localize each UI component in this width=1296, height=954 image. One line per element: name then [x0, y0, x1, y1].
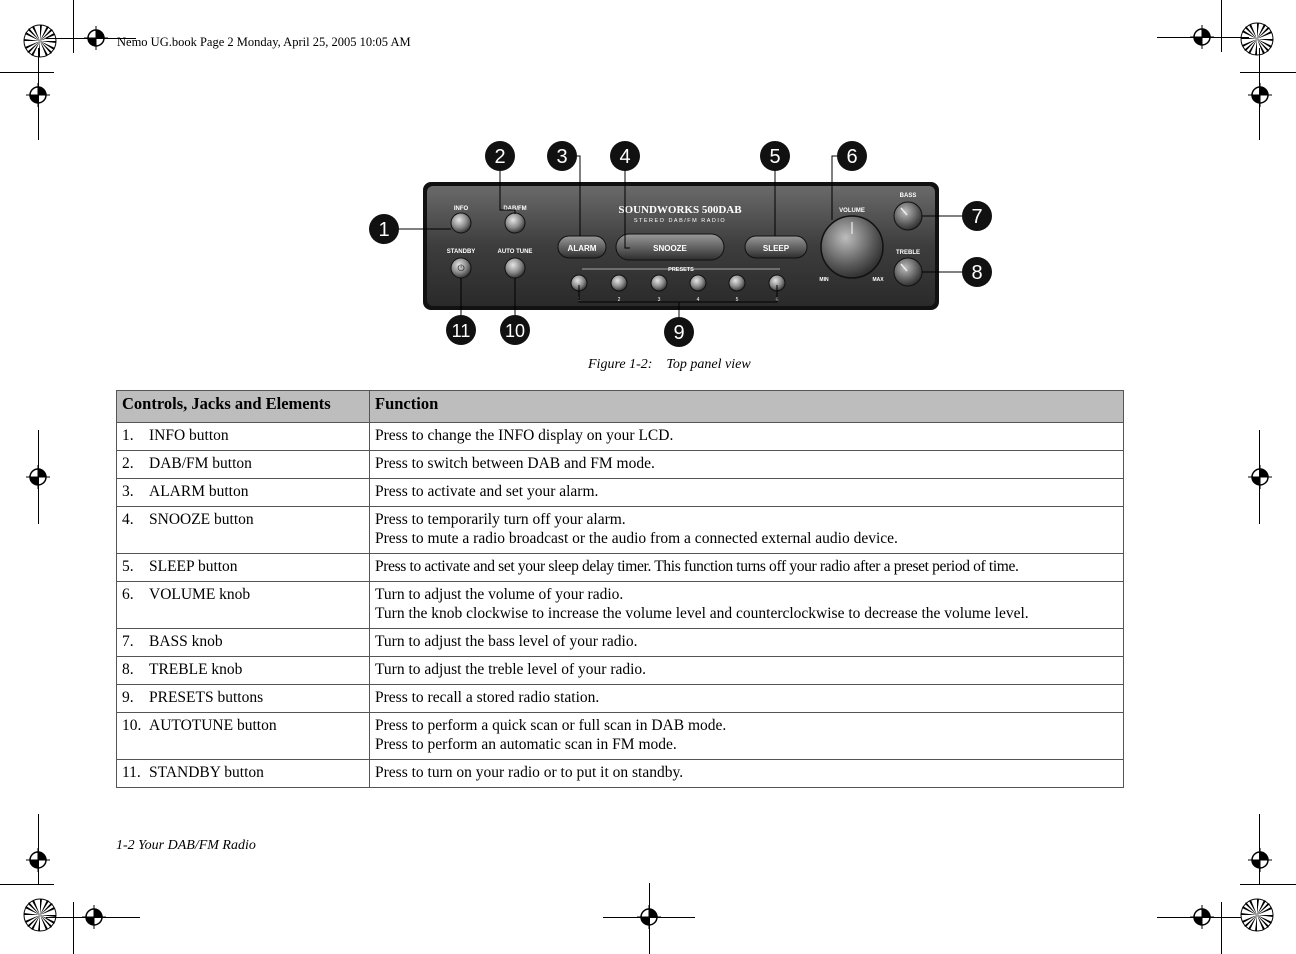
max-label: MAX: [872, 277, 884, 283]
control-cell: [117, 657, 370, 685]
row-number: 4.: [122, 511, 134, 528]
registration-target-icon: [1248, 848, 1272, 872]
function-text: Press to perform a quick scan or full scan in DAB mode.: [375, 717, 727, 734]
column-header-controls: Controls, Jacks and Elements: [117, 391, 370, 423]
control-cell: [117, 554, 370, 582]
column-header-function: Function: [370, 391, 1124, 423]
callout-number: 11: [451, 321, 471, 341]
autotune-label: AUTO TUNE: [497, 249, 533, 255]
function-text: Press to turn on your radio or to put it on standby.: [375, 764, 684, 781]
callout-number: 8: [971, 262, 983, 284]
treble-knob: [894, 258, 922, 286]
control-cell: [117, 507, 370, 554]
function-text: Press to perform an automatic scan in FM mode.: [375, 736, 677, 753]
function-text: Press to activate and set your sleep delay timer. This function turns off your radio after a preset period of time.: [375, 558, 1019, 575]
callout-number: 5: [769, 146, 781, 168]
row-number: 10.: [122, 717, 142, 734]
table-row: [117, 451, 1124, 479]
registration-target-icon: [1248, 83, 1272, 107]
preset-number-label: 5: [735, 297, 739, 303]
row-number: 2.: [122, 455, 134, 472]
bass-label: BASS: [899, 193, 917, 199]
control-name: STANDBY button: [149, 764, 264, 781]
function-cell: [370, 479, 1124, 507]
registration-target-icon: [1248, 465, 1272, 489]
table-row: [117, 657, 1124, 685]
function-text: Press to change the INFO display on your LCD.: [375, 427, 674, 444]
control-name: INFO button: [149, 427, 229, 444]
registration-star-icon: [23, 24, 57, 58]
figure-number: Figure 1-2:: [588, 357, 653, 372]
row-number: 9.: [122, 689, 134, 706]
preset-button-5: [729, 275, 745, 291]
table-row: [117, 760, 1124, 788]
table-row: [117, 479, 1124, 507]
control-cell: [117, 713, 370, 760]
table-row: [117, 629, 1124, 657]
control-name: VOLUME knob: [149, 586, 251, 603]
function-cell: [370, 554, 1124, 582]
radio-top-panel-illustration: [360, 130, 1000, 360]
control-name: SNOOZE button: [149, 511, 254, 528]
dabfm-label: DAB/FM: [503, 206, 527, 212]
control-cell: [117, 629, 370, 657]
page-footer: 1-2 Your DAB/FM Radio: [116, 838, 256, 853]
row-number: 6.: [122, 586, 134, 603]
callout-number: 7: [971, 206, 983, 228]
dabfm-button: [505, 213, 525, 233]
callout-number: 1: [378, 219, 390, 241]
control-cell: [117, 685, 370, 713]
table-row: [117, 685, 1124, 713]
callout-number: 4: [619, 146, 631, 168]
function-cell: [370, 760, 1124, 788]
function-text: Turn to adjust the treble level of your radio.: [375, 661, 647, 678]
preset-button-3: [651, 275, 667, 291]
table-row: [117, 554, 1124, 582]
row-number: 8.: [122, 661, 134, 678]
control-cell: [117, 423, 370, 451]
presets-label: PRESETS: [668, 267, 694, 273]
snooze-label: SNOOZE: [653, 244, 687, 253]
control-name: PRESETS buttons: [149, 689, 264, 706]
function-text: Turn to adjust the volume of your radio.: [375, 586, 624, 603]
control-cell: [117, 582, 370, 629]
function-text: Turn to adjust the bass level of your radio.: [375, 633, 638, 650]
row-number: 7.: [122, 633, 134, 650]
function-cell: [370, 685, 1124, 713]
control-cell: [117, 451, 370, 479]
callout-number: 9: [673, 322, 685, 344]
control-cell: [117, 479, 370, 507]
control-name: BASS knob: [149, 633, 223, 650]
power-icon: ⏻: [457, 264, 465, 274]
preset-button-2: [611, 275, 627, 291]
row-number: 1.: [122, 427, 134, 444]
info-label: INFO: [453, 206, 469, 212]
table-row: [117, 713, 1124, 760]
callout-number: 6: [846, 146, 858, 168]
control-name: DAB/FM button: [149, 455, 252, 472]
function-text: Press to recall a stored radio station.: [375, 689, 600, 706]
callout-number: 3: [556, 146, 568, 168]
row-number: 3.: [122, 483, 134, 500]
brand-logo: SOUNDWORKS 500DAB: [618, 204, 742, 216]
function-cell: [370, 507, 1124, 554]
function-text: Press to mute a radio broadcast or the audio from a connected external audio device.: [375, 530, 898, 547]
control-name: ALARM button: [149, 483, 249, 500]
callout-number: 2: [494, 146, 506, 168]
control-name: TREBLE knob: [149, 661, 243, 678]
row-number: 11.: [122, 764, 141, 781]
control-name: AUTOTUNE button: [149, 717, 277, 734]
controls-table: [116, 390, 1124, 788]
min-label: MIN: [819, 277, 829, 283]
treble-label: TREBLE: [896, 250, 920, 256]
registration-star-icon: [23, 898, 57, 932]
table-row: [117, 507, 1124, 554]
function-text: Press to temporarily turn off your alarm.: [375, 511, 626, 528]
control-cell: [117, 760, 370, 788]
preset-button-4: [690, 275, 706, 291]
preset-number-label: 3: [657, 297, 661, 303]
brand-subtitle: STEREO DAB/FM RADIO: [633, 218, 727, 224]
function-text: Turn the knob clockwise to increase the volume level and counterclockwise to decrease the volume level.: [375, 605, 1029, 622]
function-cell: [370, 451, 1124, 479]
registration-star-icon: [1240, 898, 1274, 932]
function-cell: [370, 713, 1124, 760]
table-row: [117, 423, 1124, 451]
sleep-label: SLEEP: [762, 244, 790, 253]
function-cell: [370, 582, 1124, 629]
standby-label: STANDBY: [446, 249, 476, 255]
function-cell: [370, 423, 1124, 451]
preset-number-label: 4: [696, 297, 700, 303]
function-cell: [370, 629, 1124, 657]
info-button: [451, 213, 471, 233]
function-text: Press to switch between DAB and FM mode.: [375, 455, 655, 472]
autotune-button: [505, 258, 525, 278]
control-name: SLEEP button: [149, 558, 238, 575]
table-header-row: [117, 391, 1124, 423]
preset-number-label: 2: [617, 297, 621, 303]
table-body: [117, 423, 1124, 788]
bass-knob: [894, 202, 922, 230]
alarm-label: ALARM: [567, 244, 597, 253]
table-row: [117, 582, 1124, 629]
figure-caption: [588, 357, 751, 373]
preset-number-label: 6: [775, 297, 779, 303]
registration-star-icon: [1240, 22, 1274, 56]
function-cell: [370, 657, 1124, 685]
function-text: Press to activate and set your alarm.: [375, 483, 599, 500]
row-number: 5.: [122, 558, 134, 575]
preset-number-label: 1: [577, 297, 581, 303]
book-header-stamp: Nemo UG.book Page 2 Monday, April 25, 2005 10:05 AM: [117, 35, 411, 49]
volume-label: VOLUME: [839, 208, 865, 214]
figure-title: Top panel view: [666, 357, 751, 372]
callout-number: 10: [504, 321, 526, 341]
